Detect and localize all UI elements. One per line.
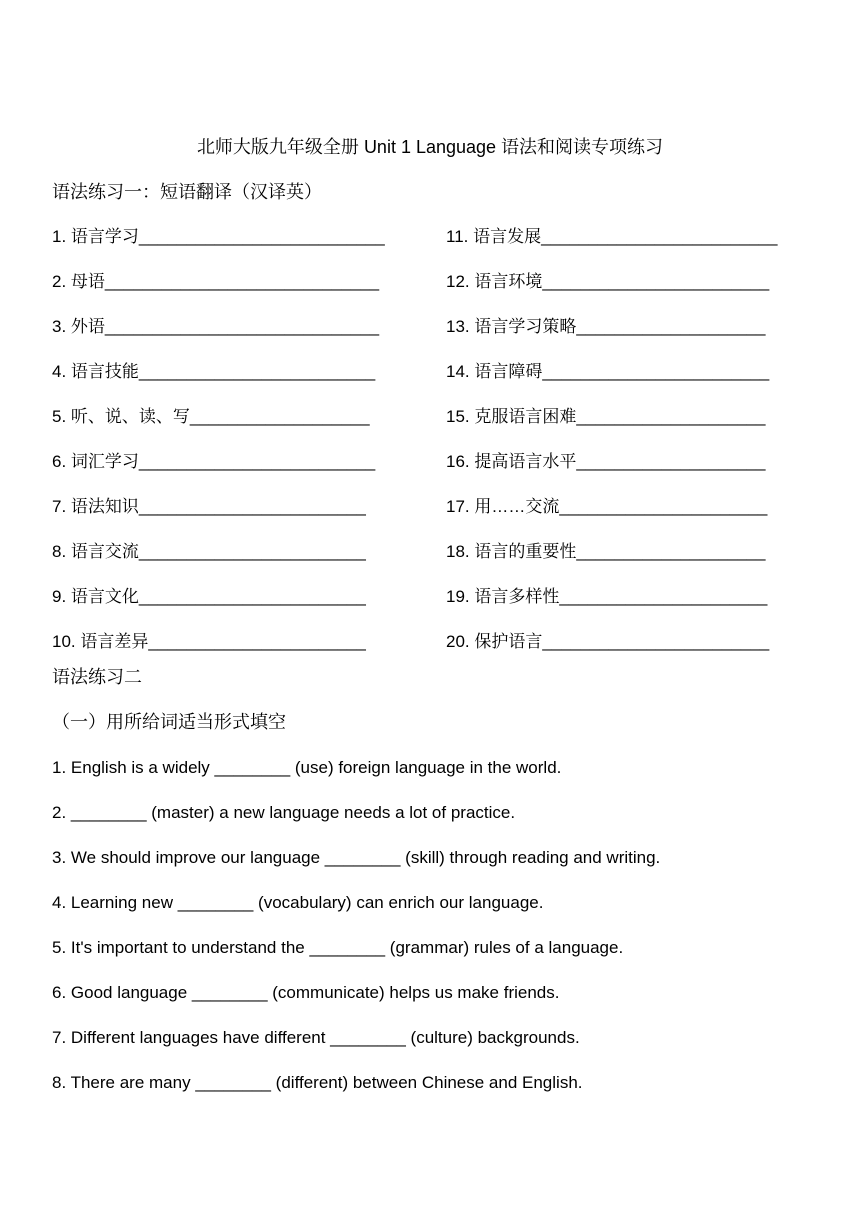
phrase-item-1: 1. 语言学习__________________________ <box>52 227 385 246</box>
phrase-item-10: 10. 语言差异_______________________ <box>52 632 366 651</box>
phrase-item-13: 13. 语言学习策略____________________ <box>446 317 766 336</box>
document-title: 北师大版九年级全册 Unit 1 Language 语法和阅读专项练习 <box>196 137 664 157</box>
phrase-item-18: 18. 语言的重要性____________________ <box>446 542 766 561</box>
fill-blank-sentence-5: 5. It's important to understand the ________ (grammar) rules of a language. <box>52 938 624 957</box>
phrase-item-9: 9. 语言文化________________________ <box>52 587 366 606</box>
exercise2-heading: 语法练习二 <box>52 667 142 687</box>
phrase-item-20: 20. 保护语言________________________ <box>446 632 770 651</box>
phrase-item-5: 5. 听、说、读、写___________________ <box>52 407 370 426</box>
phrase-item-11: 11. 语言发展_________________________ <box>446 227 778 246</box>
fill-blank-sentence-3: 3. We should improve our language ________ (skill) through reading and writing. <box>52 848 661 867</box>
fill-blank-sentence-6: 6. Good language ________ (communicate) helps us make friends. <box>52 983 560 1002</box>
phrase-item-16: 16. 提高语言水平____________________ <box>446 452 766 471</box>
fill-blank-sentence-2: 2. ________ (master) a new language needs a lot of practice. <box>52 803 516 822</box>
phrase-item-4: 4. 语言技能_________________________ <box>52 362 376 381</box>
phrase-item-8: 8. 语言交流________________________ <box>52 542 366 561</box>
phrase-item-15: 15. 克服语言困难____________________ <box>446 407 766 426</box>
fill-blank-sentence-4: 4. Learning new ________ (vocabulary) can enrich our language. <box>52 893 544 912</box>
phrase-item-14: 14. 语言障碍________________________ <box>446 362 770 381</box>
fill-blank-sentence-8: 8. There are many ________ (different) between Chinese and English. <box>52 1073 583 1092</box>
exercise1-heading: 语法练习一：短语翻译（汉译英） <box>52 182 322 202</box>
phrase-item-12: 12. 语言环境________________________ <box>446 272 770 291</box>
phrase-item-6: 6. 词汇学习_________________________ <box>52 452 376 471</box>
phrase-item-7: 7. 语法知识________________________ <box>52 497 366 516</box>
phrase-item-19: 19. 语言多样性______________________ <box>446 587 768 606</box>
fill-blank-sentence-7: 7. Different languages have different ________ (culture) backgrounds. <box>52 1028 580 1047</box>
fill-blank-sentence-1: 1. English is a widely ________ (use) foreign language in the world. <box>52 758 562 777</box>
phrase-item-3: 3. 外语_____________________________ <box>52 317 380 336</box>
phrase-item-17: 17. 用……交流______________________ <box>446 497 768 516</box>
phrase-item-2: 2. 母语_____________________________ <box>52 272 380 291</box>
exercise2-subheading: （一）用所给词适当形式填空 <box>52 712 286 732</box>
